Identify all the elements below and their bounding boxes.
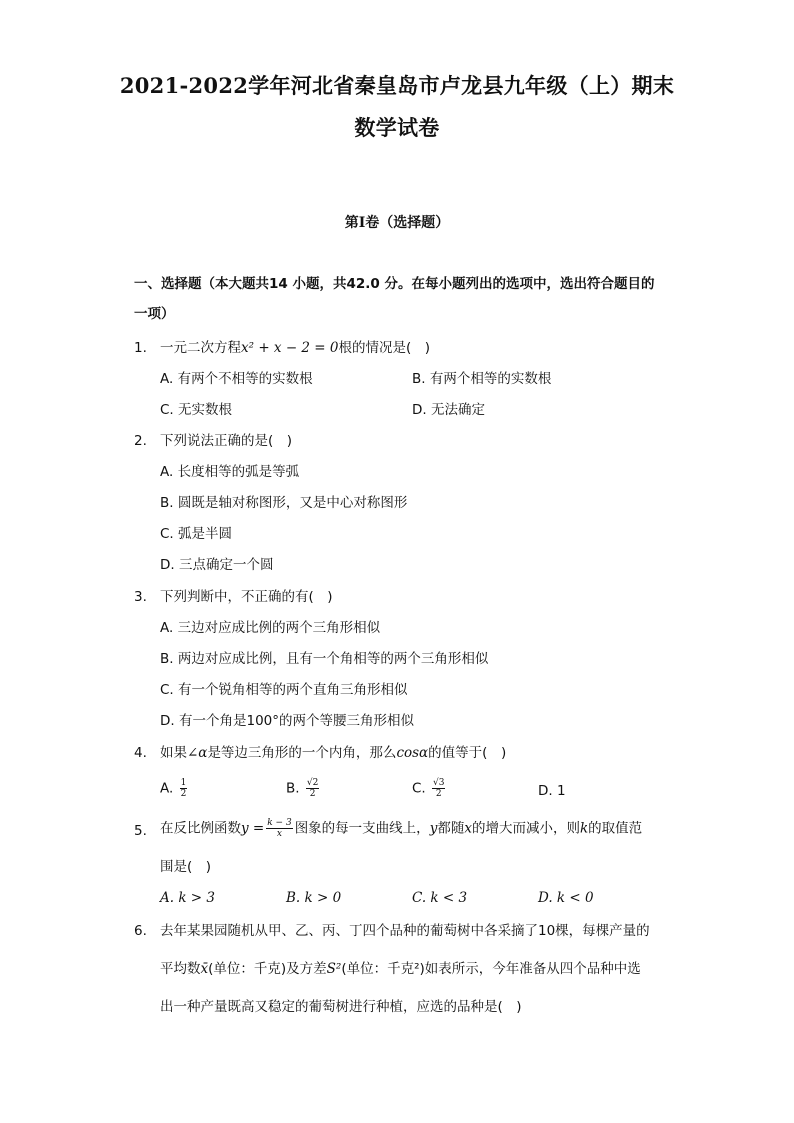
- q1-number: 1.: [134, 340, 147, 356]
- q1-option-d[interactable]: D. 无法确定: [412, 402, 485, 418]
- q5-text-e: 的取值范: [588, 820, 643, 837]
- q5-option-a[interactable]: A. k > 3: [160, 890, 215, 906]
- q6-text-b: (单位：千克)及方差: [208, 961, 327, 977]
- q4-a-fraction: [180, 778, 188, 799]
- section-title: 第Ⅰ卷（选择题）: [344, 215, 450, 231]
- q4-c-fraction: [432, 778, 445, 799]
- q4-a-num: 1: [180, 778, 187, 788]
- q4-option-a[interactable]: [160, 778, 189, 799]
- q3-stem: 下列判断中，不正确的有( ): [160, 589, 333, 605]
- q1-stem: [160, 339, 430, 357]
- q4-a-den: 2: [180, 789, 187, 799]
- q5-option-c[interactable]: C. k < 3: [412, 890, 468, 906]
- q5-text-a: 在反比例函数: [160, 820, 241, 837]
- q5-x: x: [464, 820, 472, 837]
- q4-text-c: 的值等于( ): [428, 745, 507, 761]
- q4-c-num: √3: [433, 778, 445, 788]
- q5-y: y: [429, 820, 438, 837]
- q4-option-c[interactable]: [412, 778, 447, 799]
- q6-xbar: x̄: [200, 961, 209, 977]
- q5-stem: [160, 818, 642, 839]
- q1-equation: x² + x − 2 = 0: [241, 340, 339, 356]
- q1-option-c[interactable]: C. 无实数根: [160, 402, 233, 418]
- q4-b-num: √2: [306, 778, 319, 788]
- exam-title-line1: 2021-2022学年河北省秦皇岛市卢龙县九年级（上）期末: [119, 73, 675, 98]
- q3-option-a[interactable]: A. 三边对应成比例的两个三角形相似: [160, 620, 381, 636]
- q2-option-b[interactable]: B. 圆既是轴对称图形，又是中心对称图形: [160, 495, 408, 511]
- q4-text-b: 是等边三角形的一个内角，那么: [207, 745, 397, 761]
- q4-stem: [160, 744, 506, 762]
- q4-c-den: 2: [435, 789, 442, 799]
- q1-option-a[interactable]: A. 有两个不相等的实数根: [160, 371, 313, 387]
- q3-option-d[interactable]: D. 有一个角是100°的两个等腰三角形相似: [160, 713, 414, 729]
- q6-s2: S²: [326, 961, 342, 977]
- q6-number: 6.: [134, 923, 147, 939]
- q5-frac-num: k − 3: [267, 818, 292, 828]
- instructions-line1: 一、选择题（本大题共14 小题，共42.0 分。在每小题列出的选项中，选出符合题目的: [134, 276, 655, 292]
- q2-option-a[interactable]: A. 长度相等的弧是等弧: [160, 464, 300, 480]
- q5-y-eq: y =: [241, 820, 265, 837]
- q4-b-fraction: [306, 778, 319, 799]
- q1-text-a: 一元二次方程: [160, 340, 241, 356]
- q5-stem-line2: 围是( ): [160, 859, 212, 875]
- q5-k: k: [579, 820, 589, 837]
- q4-angle: ∠α: [187, 745, 208, 761]
- q4-a-label: A.: [160, 780, 174, 797]
- q4-cos: cosα: [396, 745, 429, 761]
- q5-fraction: [266, 818, 292, 839]
- q5-option-b[interactable]: B. k > 0: [286, 890, 342, 906]
- q4-option-b[interactable]: [286, 778, 321, 799]
- q5-option-d[interactable]: D. k < 0: [538, 890, 594, 906]
- q6-stem-line2: [160, 960, 641, 978]
- q2-option-c[interactable]: C. 弧是半圆: [160, 526, 233, 542]
- q2-option-d[interactable]: D. 三点确定一个圆: [160, 557, 274, 573]
- q3-option-b[interactable]: B. 两边对应成比例，且有一个角相等的两个三角形相似: [160, 651, 489, 667]
- q1-option-b[interactable]: B. 有两个相等的实数根: [412, 371, 552, 387]
- q4-b-den: 2: [309, 789, 316, 799]
- q6-stem-line3: 出一种产量既高又稳定的葡萄树进行种植，应选的品种是( ): [160, 999, 522, 1015]
- instructions-line2: 一项）: [134, 306, 175, 322]
- q4-c-label: C.: [412, 780, 426, 797]
- q5-number: 5.: [134, 823, 147, 839]
- q6-text-c: (单位：千克²)如表所示，今年准备从四个品种中选: [341, 961, 641, 977]
- q1-text-b: 根的情况是( ): [338, 340, 431, 356]
- q5-text-d: 的增大而减小，则: [471, 820, 580, 837]
- q6-stem-line1: 去年某果园随机从甲、乙、丙、丁四个品种的葡萄树中各采摘了10棵，每棵产量的: [160, 923, 650, 939]
- q4-number: 4.: [134, 745, 147, 761]
- q4-option-d[interactable]: D. 1: [538, 783, 566, 799]
- q5-text-b: 图象的每一支曲线上，: [294, 820, 430, 837]
- q3-number: 3.: [134, 589, 147, 605]
- q3-option-c[interactable]: C. 有一个锐角相等的两个直角三角形相似: [160, 682, 408, 698]
- q5-frac-den: x: [276, 829, 282, 839]
- q2-stem: 下列说法正确的是( ): [160, 433, 293, 449]
- q5-text-c: 都随: [437, 820, 465, 837]
- q4-b-label: B.: [286, 780, 300, 797]
- q6-text-a: 平均数: [160, 961, 201, 977]
- q4-text-a: 如果: [160, 745, 187, 761]
- exam-title-line2: 数学试卷: [354, 115, 440, 140]
- q2-number: 2.: [134, 433, 147, 449]
